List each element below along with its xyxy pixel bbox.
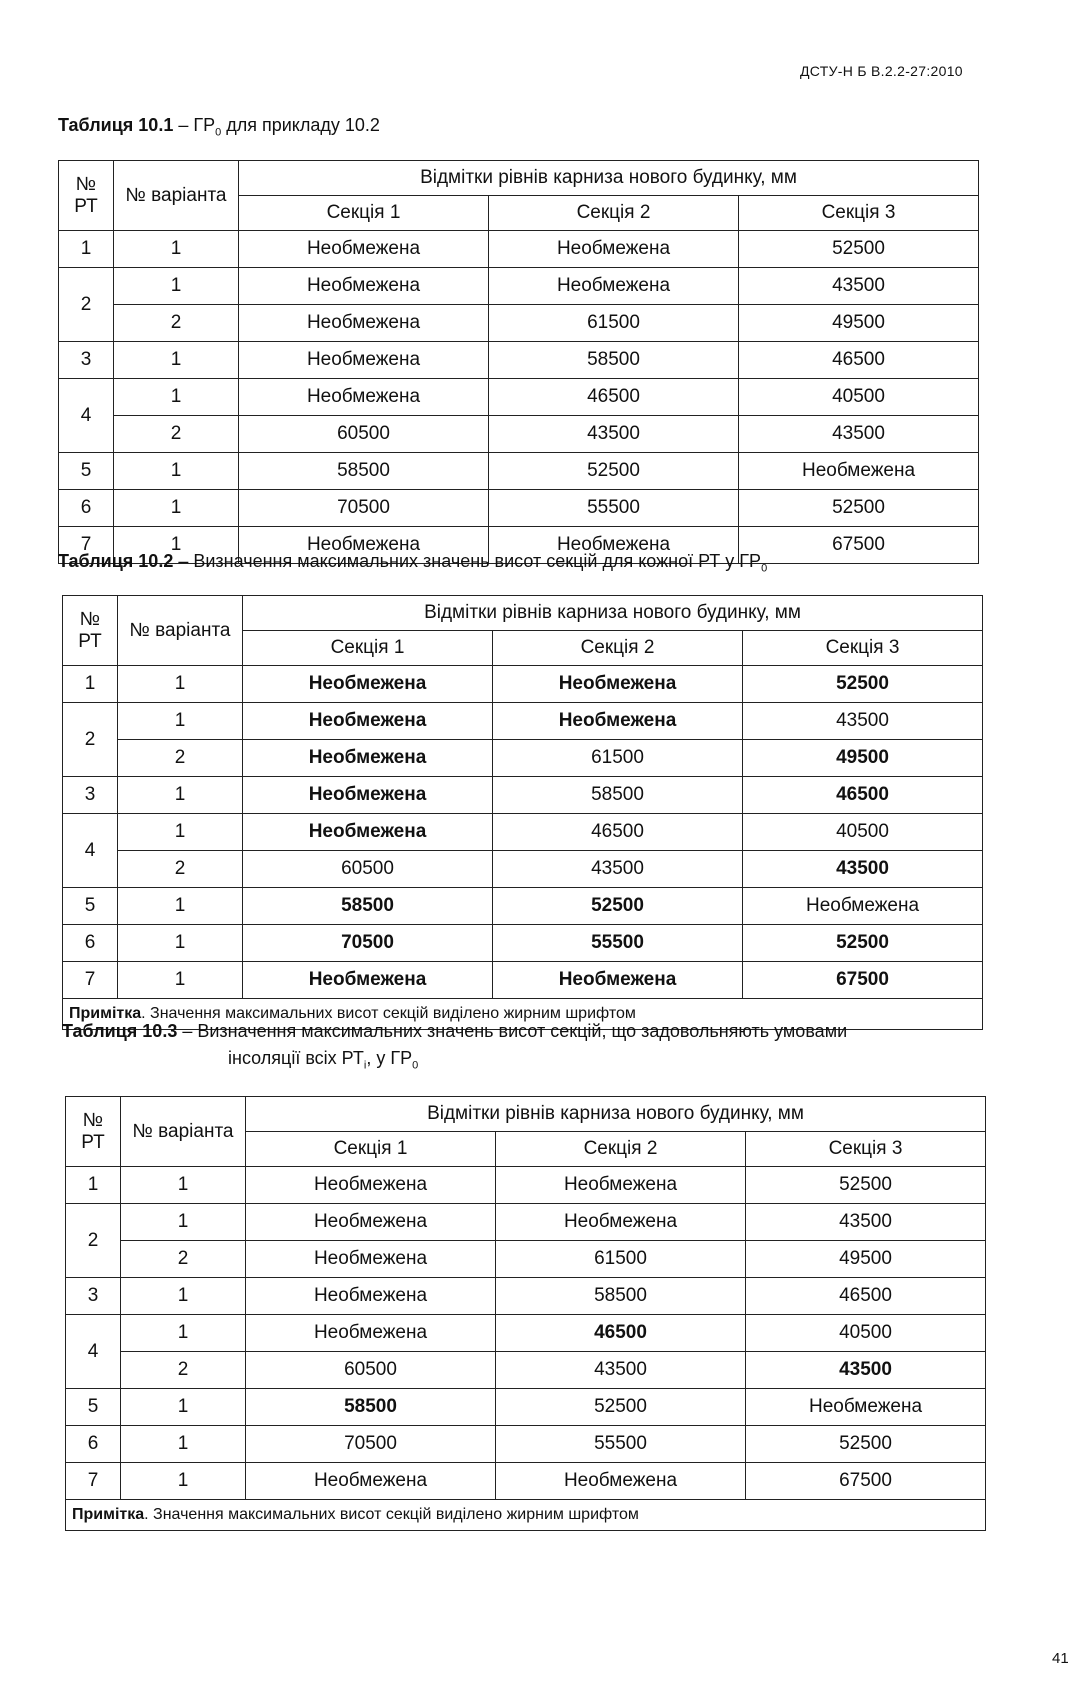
cell-section-3: 49500: [743, 740, 983, 777]
cell-section-3: 52500: [746, 1167, 986, 1204]
col-header-section-2: Секція 2: [489, 196, 739, 231]
table-row: [63, 814, 983, 851]
cell-variant: 1: [114, 268, 239, 305]
cell-variant: 1: [118, 925, 243, 962]
table-row: [63, 666, 983, 703]
cell-section-1: 60500: [246, 1352, 496, 1389]
cell-section-3: 43500: [743, 851, 983, 888]
cell-section-3: 52500: [739, 231, 979, 268]
table-row: [59, 490, 979, 527]
cell-section-3: 49500: [739, 305, 979, 342]
cell-rt: 4: [59, 379, 114, 453]
cell-section-2: 43500: [496, 1352, 746, 1389]
cell-rt: 5: [63, 888, 118, 925]
cell-section-2: 61500: [493, 740, 743, 777]
cell-variant: 1: [114, 231, 239, 268]
cell-section-1: 58500: [246, 1389, 496, 1426]
cell-variant: 1: [118, 962, 243, 999]
cell-section-3: 67500: [739, 527, 979, 564]
cell-variant: 1: [121, 1204, 246, 1241]
cell-rt: 3: [63, 777, 118, 814]
cell-section-1: 70500: [246, 1426, 496, 1463]
cell-section-3: Необмежена: [739, 453, 979, 490]
table-row: [63, 888, 983, 925]
cell-section-2: Необмежена: [493, 666, 743, 703]
cell-rt: 2: [63, 703, 118, 777]
table-row: [66, 1315, 986, 1352]
cell-section-3: 49500: [746, 1241, 986, 1278]
cell-section-1: Необмежена: [246, 1463, 496, 1500]
note-text: . Значення максимальних висот секцій виділено жирним шрифтом: [144, 1506, 639, 1523]
cell-section-2: 58500: [496, 1278, 746, 1315]
cell-rt: 6: [63, 925, 118, 962]
cell-section-1: Необмежена: [246, 1204, 496, 1241]
cell-section-1: Необмежена: [246, 1278, 496, 1315]
col-header-variant: № варіанта: [121, 1097, 246, 1167]
cell-section-1: Необмежена: [246, 1315, 496, 1352]
cell-section-3: 40500: [743, 814, 983, 851]
cell-section-1: 70500: [243, 925, 493, 962]
cell-section-3: 46500: [746, 1278, 986, 1315]
cell-rt: 1: [59, 231, 114, 268]
cell-section-1: Необмежена: [239, 379, 489, 416]
table-row: [66, 1278, 986, 1315]
caption-label: Таблиця 10.1: [58, 115, 174, 135]
cell-section-2: Необмежена: [496, 1167, 746, 1204]
cell-section-2: 61500: [496, 1241, 746, 1278]
header-row: [66, 1097, 986, 1132]
document-code-header: ДСТУ-Н Б В.2.2-27:2010: [800, 63, 963, 79]
col-header-section-3: Секція 3: [746, 1132, 986, 1167]
cell-variant: 2: [121, 1241, 246, 1278]
table-10-2: [62, 595, 983, 1030]
cell-section-2: 46500: [489, 379, 739, 416]
col-header-section-1: Секція 1: [243, 631, 493, 666]
cell-rt: 6: [59, 490, 114, 527]
table-row: [66, 1426, 986, 1463]
cell-variant: 1: [121, 1167, 246, 1204]
cell-section-3: 52500: [743, 666, 983, 703]
cell-section-2: 43500: [489, 416, 739, 453]
cell-section-2: 52500: [493, 888, 743, 925]
table-row: [63, 925, 983, 962]
table-row: [66, 1167, 986, 1204]
col-header-rt: № РТ: [63, 596, 118, 666]
cell-variant: 2: [118, 740, 243, 777]
col-header-section-3: Секція 3: [739, 196, 979, 231]
cell-variant: 1: [118, 888, 243, 925]
col-header-group: Відмітки рівнів карниза нового будинку, мм: [246, 1097, 986, 1132]
cell-section-1: Необмежена: [243, 814, 493, 851]
cell-section-3: 40500: [739, 379, 979, 416]
cell-rt: 2: [66, 1204, 121, 1278]
cell-variant: 1: [114, 527, 239, 564]
table-row: [66, 1204, 986, 1241]
cell-rt: 7: [63, 962, 118, 999]
cell-section-1: Необмежена: [246, 1167, 496, 1204]
table-row: [66, 1463, 986, 1500]
table-10-3-caption: Таблиця 10.3 – Визначення максимальних значень висот секцій, що задовольняють умовами інсоляції всіх $РТ_i$, у $ГР_0$: [62, 1021, 848, 1072]
cell-section-2: 55500: [493, 925, 743, 962]
cell-section-3: 52500: [739, 490, 979, 527]
cell-section-3: 46500: [743, 777, 983, 814]
cell-section-3: 43500: [739, 416, 979, 453]
cell-section-1: Необмежена: [243, 740, 493, 777]
cell-section-1: 58500: [239, 453, 489, 490]
cell-section-1: Необмежена: [239, 342, 489, 379]
header-row: [63, 596, 983, 631]
cell-variant: 2: [121, 1352, 246, 1389]
table-row: [63, 740, 983, 777]
cell-variant: 2: [118, 851, 243, 888]
col-header-rt: № РТ: [59, 161, 114, 231]
cell-section-1: Необмежена: [239, 305, 489, 342]
cell-variant: 2: [114, 416, 239, 453]
cell-section-2: 43500: [493, 851, 743, 888]
col-header-rt: № РТ: [66, 1097, 121, 1167]
table-row: [59, 379, 979, 416]
cell-variant: 1: [121, 1278, 246, 1315]
cell-rt: 1: [63, 666, 118, 703]
cell-rt: 2: [59, 268, 114, 342]
col-header-section-2: Секція 2: [496, 1132, 746, 1167]
cell-section-2: Необмежена: [496, 1463, 746, 1500]
cell-section-2: 55500: [489, 490, 739, 527]
cell-rt: 1: [66, 1167, 121, 1204]
cell-variant: 2: [114, 305, 239, 342]
cell-section-1: 60500: [239, 416, 489, 453]
table-row: [59, 305, 979, 342]
cell-section-1: Необмежена: [246, 1241, 496, 1278]
cell-rt: 5: [59, 453, 114, 490]
cell-section-2: 46500: [496, 1315, 746, 1352]
cell-section-2: Необмежена: [496, 1204, 746, 1241]
cell-section-3: 52500: [746, 1426, 986, 1463]
cell-section-3: 43500: [739, 268, 979, 305]
cell-section-2: 55500: [496, 1426, 746, 1463]
cell-variant: 1: [114, 490, 239, 527]
cell-section-3: 46500: [739, 342, 979, 379]
cell-section-2: Необмежена: [489, 231, 739, 268]
col-header-group: Відмітки рівнів карниза нового будинку, мм: [239, 161, 979, 196]
cell-rt: 4: [66, 1315, 121, 1389]
cell-variant: 1: [121, 1315, 246, 1352]
table-row: [63, 703, 983, 740]
page-number: 41: [1052, 1650, 1069, 1667]
table-row: [66, 1389, 986, 1426]
cell-rt: 3: [66, 1278, 121, 1315]
cell-section-1: Необмежена: [243, 666, 493, 703]
cell-section-3: 43500: [746, 1204, 986, 1241]
cell-section-2: Необмежена: [493, 962, 743, 999]
table-row: [59, 453, 979, 490]
cell-rt: 4: [63, 814, 118, 888]
cell-section-2: Необмежена: [493, 703, 743, 740]
cell-section-1: Необмежена: [239, 268, 489, 305]
cell-section-3: Необмежена: [746, 1389, 986, 1426]
cell-rt: 6: [66, 1426, 121, 1463]
note-row: [66, 1500, 986, 1531]
col-header-variant: № варіанта: [114, 161, 239, 231]
cell-section-3: Необмежена: [743, 888, 983, 925]
header-row: [59, 161, 979, 196]
cell-variant: 1: [114, 453, 239, 490]
cell-variant: 1: [121, 1463, 246, 1500]
cell-rt: 7: [66, 1463, 121, 1500]
cell-variant: 1: [114, 342, 239, 379]
table-row: [63, 777, 983, 814]
cell-section-2: 52500: [489, 453, 739, 490]
table-10-1-caption: Таблиця $10.1 - ГР_0$ для прикладу 10.2: [58, 115, 380, 139]
table-row: [66, 1352, 986, 1389]
cell-variant: 1: [121, 1426, 246, 1463]
col-header-section-2: Секція 2: [493, 631, 743, 666]
cell-section-1: Необмежена: [243, 703, 493, 740]
cell-section-1: Необмежена: [243, 777, 493, 814]
cell-section-1: Необмежена: [239, 527, 489, 564]
cell-section-2: 52500: [496, 1389, 746, 1426]
cell-section-2: Необмежена: [489, 527, 739, 564]
table-row: [59, 231, 979, 268]
cell-section-1: 58500: [243, 888, 493, 925]
cell-variant: 1: [121, 1389, 246, 1426]
cell-section-2: 58500: [489, 342, 739, 379]
col-header-section-3: Секція 3: [743, 631, 983, 666]
col-header-variant: № варіанта: [118, 596, 243, 666]
table-10-3: [65, 1096, 986, 1531]
cell-section-1: 60500: [243, 851, 493, 888]
cell-section-1: Необмежена: [243, 962, 493, 999]
cell-section-3: 67500: [746, 1463, 986, 1500]
table-note: [66, 1500, 986, 1531]
cell-section-1: Необмежена: [239, 231, 489, 268]
caption-label: Таблиця 10.3: [62, 1021, 178, 1041]
caption-label: Таблиця 10.2: [58, 551, 174, 571]
cell-variant: 1: [118, 703, 243, 740]
table-row: [63, 851, 983, 888]
cell-variant: 1: [118, 814, 243, 851]
cell-section-1: 70500: [239, 490, 489, 527]
table-row: [59, 416, 979, 453]
col-header-group: Відмітки рівнів карниза нового будинку, мм: [243, 596, 983, 631]
cell-section-2: 61500: [489, 305, 739, 342]
cell-variant: 1: [118, 666, 243, 703]
note-label: Примітка: [72, 1506, 145, 1523]
cell-section-2: 46500: [493, 814, 743, 851]
cell-section-2: 58500: [493, 777, 743, 814]
col-header-section-1: Секція 1: [239, 196, 489, 231]
cell-section-3: 43500: [746, 1352, 986, 1389]
cell-section-3: 67500: [743, 962, 983, 999]
table-row: [59, 268, 979, 305]
note-label: Примітка: [69, 1005, 142, 1022]
cell-rt: 7: [59, 527, 114, 564]
cell-variant: 1: [118, 777, 243, 814]
cell-section-3: 52500: [743, 925, 983, 962]
cell-rt: 5: [66, 1389, 121, 1426]
cell-section-2: Необмежена: [489, 268, 739, 305]
note-text: . Значення максимальних висот секцій виділено жирним шрифтом: [141, 1005, 636, 1022]
col-header-section-1: Секція 1: [246, 1132, 496, 1167]
cell-section-3: 43500: [743, 703, 983, 740]
table-10-1: [58, 160, 979, 564]
cell-rt: 3: [59, 342, 114, 379]
table-row: [63, 962, 983, 999]
cell-section-3: 40500: [746, 1315, 986, 1352]
table-10-2-caption: Таблиця 10.2 – Визначення максимальних значень висот секцій для кожної РТ у $ГР_0$: [58, 551, 768, 575]
table-row: [59, 342, 979, 379]
cell-variant: 1: [114, 379, 239, 416]
table-row: [66, 1241, 986, 1278]
